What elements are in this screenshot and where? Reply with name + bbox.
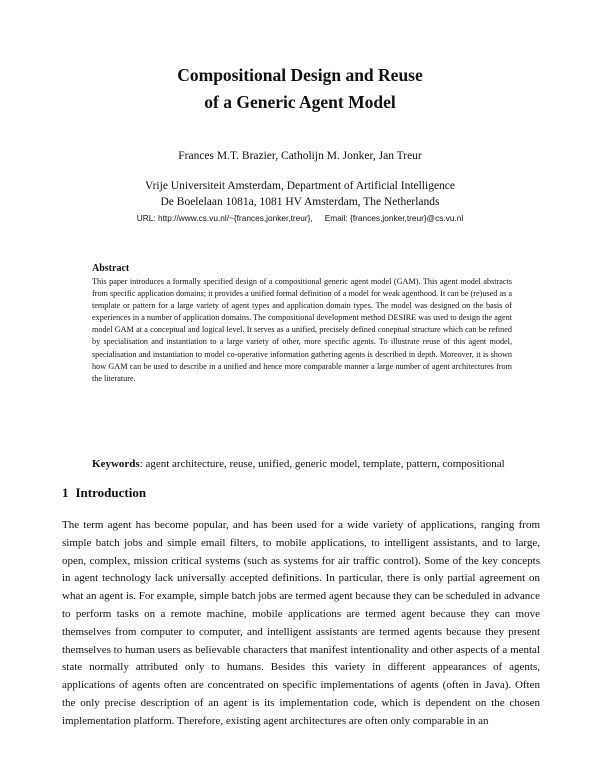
abstract-heading: Abstract <box>92 263 130 274</box>
keywords-text: : agent architecture, reuse, unified, generic model, template, pattern, compositional <box>139 458 505 470</box>
affiliation-line-2: De Boelelaan 1081a, 1081 HV Amsterdam, The Netherlands <box>160 196 440 208</box>
author-list: Frances M.T. Brazier, Catholijn M. Jonker, Jan Treur <box>178 150 422 162</box>
contact-line <box>0 212 600 224</box>
section-title: Introduction <box>75 485 147 500</box>
section-heading-introduction <box>62 484 146 501</box>
paper-title-line-1: Compositional Design and Reuse <box>177 65 423 85</box>
keywords-label: Keywords <box>92 458 140 470</box>
email-text[interactable]: Email: {frances,jonker,treur}@cs.vu.nl <box>324 213 464 223</box>
section-number: 1 <box>62 485 69 500</box>
abstract-text: This paper introduces a formally specified design of a compositional generic agent model (GAM). This agent model abstracts from specific application domains; it provides a unified formal definition of a model for weak agenthood. It can be (re)used as a template or pattern for a large variety of agent types and application domain types. The model was designed on the basis of experiences in a number of application domains. The compositional development method DESIRE was used to design the agent model GAM at a conceptual and logical level. It serves as a unified, precisely defined coneptual structure which can be refined by specialisation and instantiation to a large variety of other, more specific agents. To illustrate reuse of this agent model, specialisation and instantiation to model co-operative information gathering agents is described in depth. Moreover, it is shown how GAM can be used to describe in a unified and hence more comparable manner a large number of agent architectures from the literature. <box>92 277 512 383</box>
paper-title-line-2: of a Generic Agent Model <box>204 92 396 112</box>
affiliation-line-1: Vrije Universiteit Amsterdam, Department of Artificial Intelligence <box>144 180 456 192</box>
url-text[interactable]: URL: http://www.cs.vu.nl/~{frances,jonker,treur}, <box>136 213 313 223</box>
keywords-paragraph <box>92 456 512 472</box>
introduction-paragraph: The term agent has become popular, and has been used for a wide variety of applications, ranging from simple batch jobs and simple email filters, to mobile applications, to intelligent assistants, and to large, open, complex, mission critical systems (such as systems for air traffic control). Some of the key concepts in agent technology lack universally accepted definitions. In particular, there is only partial agreement on what an agent is. For example, simple batch jobs are termed agent because they can be scheduled in advance to perform tasks on a remote machine, mobile applications are termed agent because they can move themselves from computer to computer, and intelligent assistants are termed agents because they present themselves to human users as believable characters that manifest intentionality and other aspects of a mental state normally attributed only to humans. Besides this variety in different appearances of agents, applications of agents often are concentrated on specific implementations of agents (often in Java). Often the only precise description of an agent is its implementation code, which is dependent on the chosen implementation platform. Therefore, existing agent architectures are often only comparable in an <box>62 519 540 727</box>
